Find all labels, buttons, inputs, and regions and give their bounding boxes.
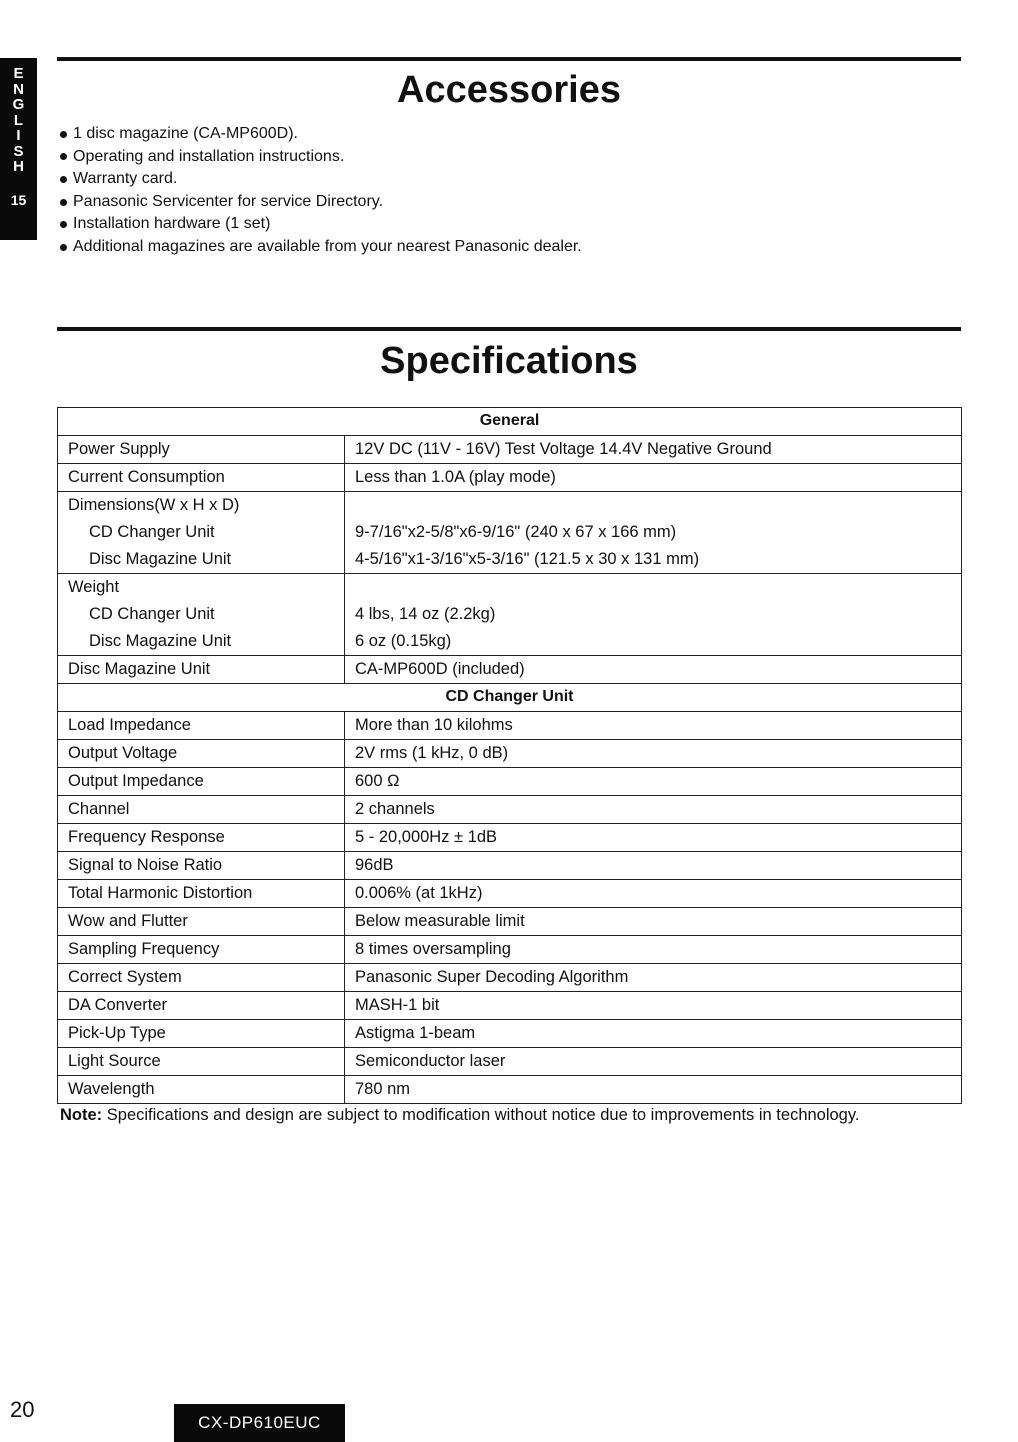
table-row (58, 796, 962, 824)
spec-value: 5 - 20,000Hz ± 1dB (345, 824, 962, 852)
tab-letter: N (13, 80, 24, 98)
spec-sublabel: CD Changer Unit (89, 523, 215, 541)
spec-value: Semiconductor laser (345, 1048, 962, 1076)
table-row (58, 574, 962, 656)
spec-label: Light Source (58, 1048, 345, 1076)
note-label: Note: (60, 1106, 103, 1124)
spec-value: More than 10 kilohms (345, 712, 962, 740)
model-number-badge: CX-DP610EUC (174, 1404, 345, 1442)
weight-label-cell (58, 574, 345, 656)
spec-value: Astigma 1-beam (345, 1020, 962, 1048)
bullet-icon (60, 221, 67, 228)
spec-label: Pick-Up Type (58, 1020, 345, 1048)
spec-value: 600 Ω (345, 768, 962, 796)
bullet-icon (60, 131, 67, 138)
bullet-icon (60, 176, 67, 183)
list-item: Warranty card. (60, 168, 582, 191)
spacer (355, 574, 951, 601)
table-row (58, 1020, 962, 1048)
spec-label: Current Consumption (58, 464, 345, 492)
tab-letter: S (13, 142, 24, 160)
spec-label: Output Impedance (58, 768, 345, 796)
tab-letter: L (13, 111, 24, 129)
dimensions-label-cell (58, 492, 345, 574)
dimensions-value-cell (345, 492, 962, 574)
spec-value: Below measurable limit (345, 908, 962, 936)
accessories-rule (57, 57, 961, 61)
list-item: 1 disc magazine (CA-MP600D). (60, 123, 582, 146)
spec-value: 2V rms (1 kHz, 0 dB) (345, 740, 962, 768)
spec-value: CA-MP600D (included) (345, 656, 962, 684)
spec-label: Sampling Frequency (58, 936, 345, 964)
spec-value: Panasonic Super Decoding Algorithm (345, 964, 962, 992)
weight-value-cell (345, 574, 962, 656)
specifications-rule (57, 327, 961, 331)
spec-value: 6 oz (0.15kg) (355, 632, 452, 650)
spec-label: Channel (58, 796, 345, 824)
note-text: Specifications and design are subject to modification without notice due to improvements in technology. (106, 1106, 860, 1124)
table-row (58, 992, 962, 1020)
spec-label: Load Impedance (58, 712, 345, 740)
tab-letter: G (12, 96, 25, 113)
cd-changer-header: CD Changer Unit (58, 684, 962, 712)
spec-label: Wavelength (58, 1076, 345, 1104)
spec-value: 4 lbs, 14 oz (2.2kg) (355, 605, 496, 623)
table-row (58, 408, 962, 436)
language-side-tab (0, 58, 37, 240)
spec-sublabel: CD Changer Unit (89, 605, 215, 623)
spec-value: 0.006% (at 1kHz) (345, 880, 962, 908)
spec-label: Disc Magazine Unit (58, 656, 345, 684)
spec-value: 9-7/16"x2-5/8"x6-9/16" (240 x 67 x 166 mm) (355, 523, 677, 541)
table-row (58, 712, 962, 740)
table-row (58, 684, 962, 712)
table-row (58, 880, 962, 908)
table-row (58, 908, 962, 936)
spec-value: 4-5/16"x1-3/16"x5-3/16" (121.5 x 30 x 131 mm) (355, 550, 700, 568)
specifications-note (60, 1104, 859, 1126)
spec-value: 96dB (345, 852, 962, 880)
table-row (58, 936, 962, 964)
spec-label: Dimensions(W x H x D) (68, 496, 240, 514)
accessories-list (60, 123, 582, 259)
page-number: 20 (10, 1397, 35, 1422)
spec-label: Frequency Response (58, 824, 345, 852)
spec-label: Output Voltage (58, 740, 345, 768)
table-row (58, 852, 962, 880)
tab-letter: I (16, 127, 21, 144)
spacer (355, 492, 951, 519)
bullet-icon (60, 153, 67, 160)
table-row (58, 464, 962, 492)
list-item: Additional magazines are available from your nearest Panasonic dealer. (60, 236, 582, 259)
spec-value: MASH-1 bit (345, 992, 962, 1020)
table-row (58, 740, 962, 768)
table-row (58, 436, 962, 464)
table-row (58, 656, 962, 684)
tab-letter: E (13, 65, 24, 82)
table-row (58, 768, 962, 796)
spec-value: 8 times oversampling (345, 936, 962, 964)
bullet-icon (60, 244, 67, 251)
list-item: Installation hardware (1 set) (60, 213, 582, 236)
spec-label: Total Harmonic Distortion (58, 880, 345, 908)
table-row (58, 492, 962, 574)
spec-sublabel: Disc Magazine Unit (89, 632, 232, 650)
specifications-title: Specifications (380, 340, 638, 382)
accessories-title: Accessories (397, 69, 621, 111)
spec-label: Power Supply (58, 436, 345, 464)
spec-value: 780 nm (345, 1076, 962, 1104)
language-letters (13, 66, 25, 175)
spec-value: 2 channels (345, 796, 962, 824)
specifications-table (57, 407, 962, 1104)
spec-label: DA Converter (58, 992, 345, 1020)
spec-label: Wow and Flutter (58, 908, 345, 936)
table-row (58, 964, 962, 992)
spec-value: 12V DC (11V - 16V) Test Voltage 14.4V Negative Ground (345, 436, 962, 464)
spec-label: Correct System (58, 964, 345, 992)
table-row (58, 824, 962, 852)
bullet-icon (60, 199, 67, 206)
general-header: General (58, 408, 962, 436)
table-row (58, 1076, 962, 1104)
spec-sublabel: Disc Magazine Unit (89, 550, 232, 568)
tab-letter: H (13, 158, 24, 175)
spec-label: Signal to Noise Ratio (58, 852, 345, 880)
list-item: Operating and installation instructions. (60, 146, 582, 169)
list-item: Panasonic Servicenter for service Directory. (60, 191, 582, 214)
section-page-number: 15 (10, 191, 27, 208)
table-row (58, 1048, 962, 1076)
spec-value: Less than 1.0A (play mode) (345, 464, 962, 492)
spec-label: Weight (68, 578, 120, 596)
